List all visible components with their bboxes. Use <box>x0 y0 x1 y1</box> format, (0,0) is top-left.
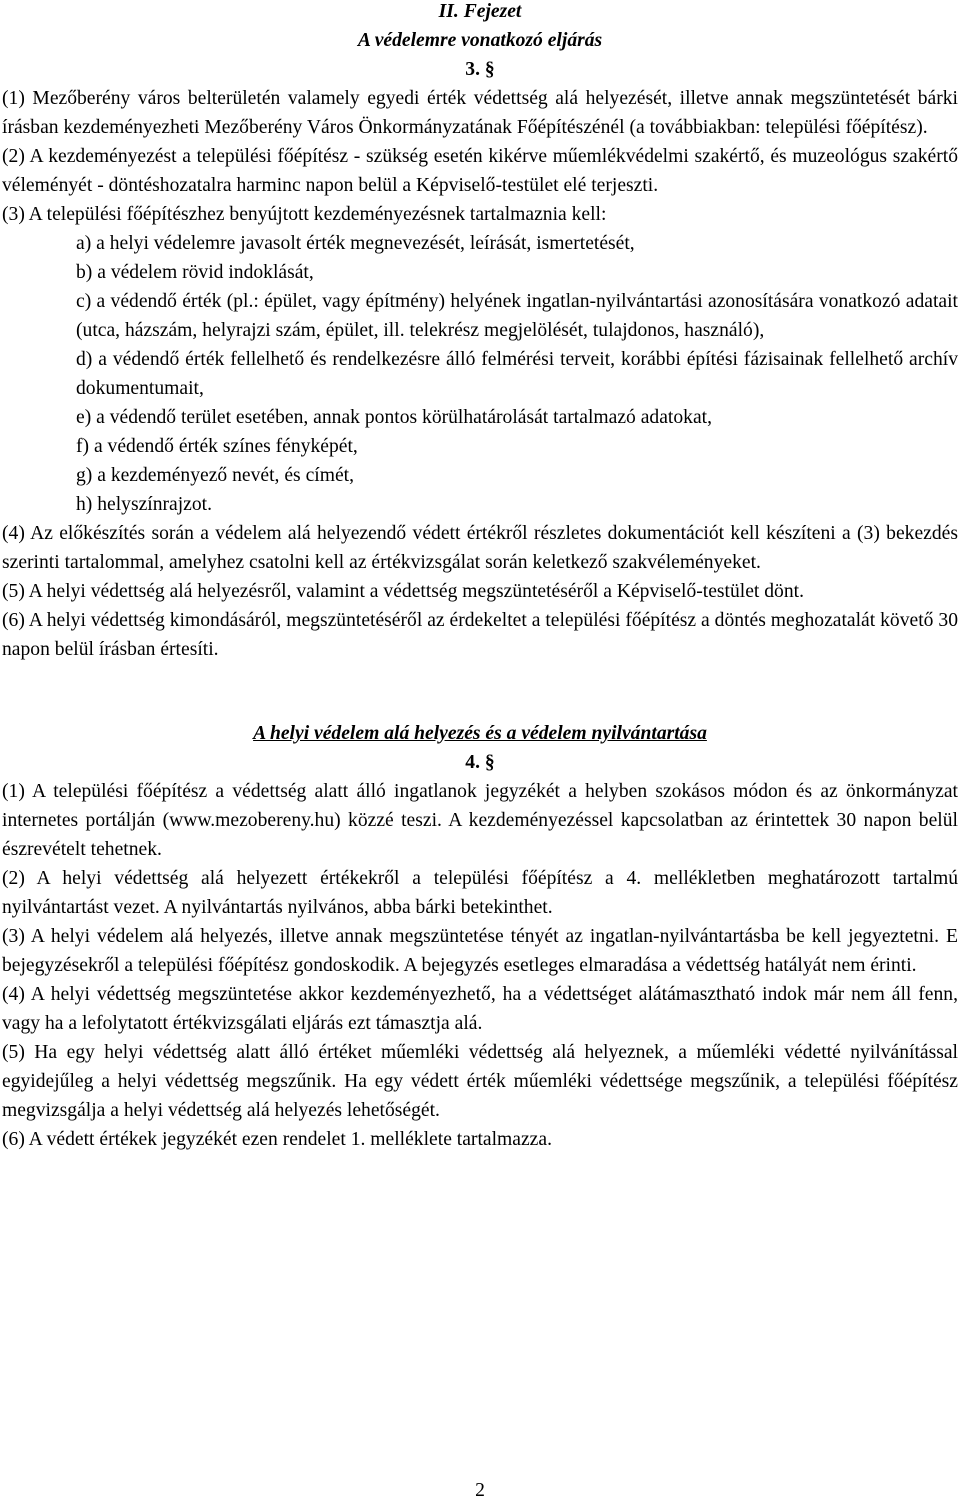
paragraph-4-6: (6) A védett értékek jegyzékét ezen rendelet 1. melléklete tartalmazza. <box>2 1129 552 1150</box>
list-item-f: f) a védendő érték színes fényképét, <box>76 436 358 457</box>
paragraph-3-5: (5) A helyi védettség alá helyezésről, valamint a védettség megszüntetéséről a Képviselő-testület dönt. <box>2 581 804 602</box>
section-2-title: A helyi védelem alá helyezés és a védelem nyilvántartása <box>253 723 707 744</box>
paragraph-3-2: (2) A kezdeményezést a települési főépítész - szükség esetén kikérve műemlékvédelmi szakértő, és muzeológus szakértő véleményét - döntéshozatalra harminc napon belül a Képviselő-testület elé terjeszti. <box>2 146 958 196</box>
list-item-d: d) a védendő érték fellelhető és rendelkezésre álló felmérési terveit, korábbi építési fázisainak fellelhető archív dokumentumait, <box>76 349 958 399</box>
paragraph-4-3: (3) A helyi védelem alá helyezés, illetve annak megszüntetése tényét az ingatlan-nyilvántartásba be kell jegyeztetni. E bejegyzésekről a települési főépítész gondoskodik. A bejegyzés esetleges elmaradása a védettség hatályát nem érinti. <box>2 926 958 976</box>
page-number: 2 <box>475 1480 485 1501</box>
paragraph-4-4: (4) A helyi védettség megszüntetése akkor kezdeményezhető, ha a védettséget alátámasztható indok már nem áll fenn, vagy ha a lefolytatott értékvizsgálati eljárás ezt támasztja alá. <box>2 984 958 1034</box>
paragraph-4-2: (2) A helyi védettség alá helyezett értékekről a települési főépítész a 4. mellékletben meghatározott tartalmú nyilvántartást vezet. A nyilvántartás nyilvános, abba bárki betekinthet. <box>2 868 958 918</box>
section-4-number: 4. § <box>465 752 495 773</box>
chapter-title: II. Fejezet <box>438 1 522 22</box>
paragraph-3-1: (1) Mezőberény város belterületén valamely egyedi érték védettség alá helyezését, illetve annak megszüntetését bárki írásban kezdeményezheti Mezőberény Város Önkormányzatának Főépítészénél (a továbbiakban: települési főépítész). <box>2 88 958 138</box>
list-item-b: b) a védelem rövid indoklását, <box>76 262 314 283</box>
list-item-h: h) helyszínrajzot. <box>76 494 213 515</box>
list-item-a: a) a helyi védelemre javasolt érték megnevezését, leírását, ismertetését, <box>76 233 635 254</box>
paragraph-4-5: (5) Ha egy helyi védettség alatt álló értéket műemléki védettség alá helyeznek, a műemléki védetté nyilvánítással egyidejűleg a helyi védettség megszűnik. Ha egy védett érték műemléki védettsége megszűnik, a települési főépítész megvizsgálja a helyi védettség alá helyezés lehetőségét. <box>2 1042 958 1121</box>
paragraph-3-6: (6) A helyi védettség kimondásáról, megszüntetéséről az érdekeltet a települési főépítész a döntés meghozatalát követő 30 napon belül írásban értesíti. <box>2 610 958 660</box>
paragraph-3-4: (4) Az előkészítés során a védelem alá helyezendő védett értékről részletes dokumentációt kell készíteni a (3) bekezdés szerinti tartalommal, amelyhez csatolni kell az értékvizsgálat során keletkező szakvéleményeket. <box>2 523 958 573</box>
list-item-c: c) a védendő érték (pl.: épület, vagy építmény) helyének ingatlan-nyilvántartási azonosítására vonatkozó adatait (utca, házszám, helyrajzi szám, épület, ill. telekrész megjelölését, tulajdonos, használó), <box>76 291 958 341</box>
section-3-number: 3. § <box>465 59 495 80</box>
list-item-g: g) a kezdeményező nevét, és címét, <box>76 465 354 486</box>
chapter-subtitle: A védelemre vonatkozó eljárás <box>357 30 603 51</box>
list-item-e: e) a védendő terület esetében, annak pontos körülhatárolását tartalmazó adatokat, <box>76 407 712 428</box>
paragraph-4-1: (1) A települési főépítész a védettség alatt álló ingatlanok jegyzékét a helyben szokásos módon és az önkormányzat internetes portálján (www.mezobereny.hu) közzé teszi. A kezdeményezéssel kapcsolatban az érintettek 30 napon belül észrevételt tehetnek. <box>2 781 958 860</box>
paragraph-3-3: (3) A települési főépítészhez benyújtott kezdeményezésnek tartalmaznia kell: <box>2 204 607 225</box>
